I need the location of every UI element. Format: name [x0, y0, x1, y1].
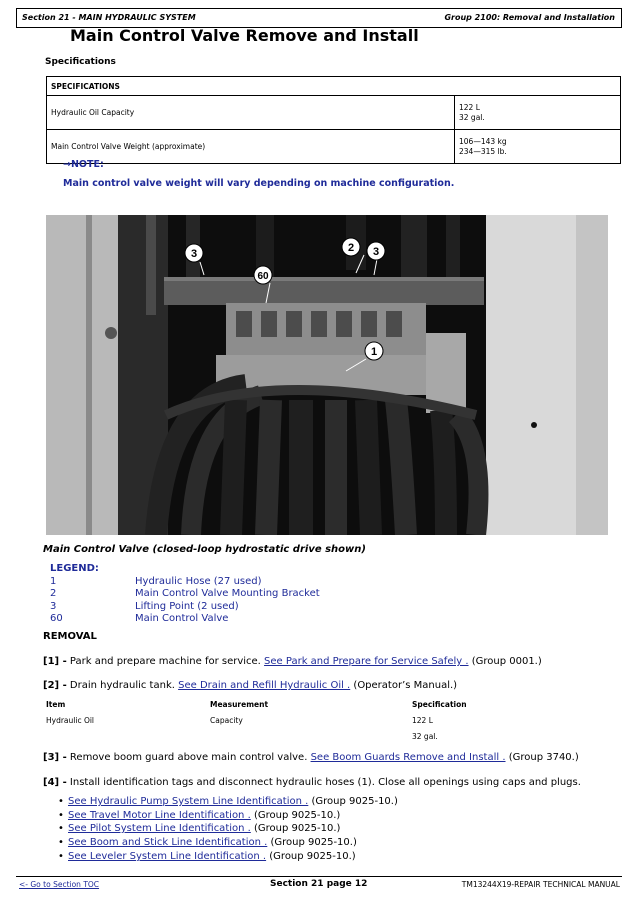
list-item	[58, 823, 340, 834]
step-text: Remove boom guard above main control valve.	[66, 752, 311, 763]
section-title: Section 21 - MAIN HYDRAULIC SYSTEM	[22, 13, 196, 22]
spec-value-cell	[455, 130, 621, 164]
bullet-reference: (Group 9025-10.)	[308, 796, 398, 807]
callout-3-left	[185, 244, 203, 262]
spec-label-cell: Main Control Valve Weight (approximate)	[47, 130, 455, 164]
page-number: Section 21 page 12	[270, 879, 368, 889]
list-item	[58, 851, 356, 862]
page-title: Main Control Valve Remove and Install	[70, 26, 419, 45]
bullet-reference: (Group 9025-10.)	[267, 837, 357, 848]
column-header-item: Item	[46, 700, 66, 709]
legend-number: 1	[50, 576, 57, 587]
bullet-icon: •	[58, 810, 64, 821]
legend-description: Lifting Point (2 used)	[135, 601, 239, 612]
step-text: Install identification tags and disconnect hydraulic hoses (1). Close all openings using caps and plugs.	[66, 777, 581, 788]
spec-value-imperial: 234—315 lb.	[459, 146, 507, 156]
step-1	[43, 656, 542, 667]
legend-description: Hydraulic Hose (27 used)	[135, 576, 262, 587]
table-header: SPECIFICATIONS	[47, 77, 621, 96]
leveler-system-line-id-link[interactable]: See Leveler System Line Identification .	[68, 851, 267, 862]
legend-number: 60	[50, 613, 63, 624]
bullet-icon: •	[58, 837, 64, 848]
group-title: Group 2100: Removal and Installation	[444, 13, 615, 22]
callout-label: 60	[257, 271, 269, 282]
specifications-label: Specifications	[45, 57, 116, 67]
table-row	[47, 96, 621, 130]
step-reference: (Group 0001.)	[468, 656, 542, 667]
step-3	[43, 752, 579, 763]
boom-stick-line-id-link[interactable]: See Boom and Stick Line Identification .	[68, 837, 268, 848]
step-4	[43, 777, 581, 788]
callout-2	[342, 238, 360, 256]
travel-motor-line-id-link[interactable]: See Travel Motor Line Identification .	[68, 810, 251, 821]
manual-name: TM13244X19-REPAIR TECHNICAL MANUAL	[461, 880, 620, 889]
bullet-icon: •	[58, 796, 64, 807]
note-text: Main control valve weight will vary depending on machine configuration.	[63, 178, 455, 189]
bullet-icon: •	[58, 851, 64, 862]
drain-refill-hydraulic-oil-link[interactable]: See Drain and Refill Hydraulic Oil .	[178, 680, 351, 691]
legend-number: 3	[50, 601, 57, 612]
callout-label: 2	[347, 242, 355, 254]
bullet-icon: •	[58, 823, 64, 834]
list-item	[58, 796, 398, 807]
callout-label: 3	[372, 246, 380, 258]
step-text: Park and prepare machine for service.	[66, 656, 265, 667]
step-number: [1] -	[43, 656, 67, 667]
boom-guards-link[interactable]: See Boom Guards Remove and Install .	[310, 752, 506, 763]
list-item	[58, 810, 340, 821]
section-toc-link[interactable]: <- Go to Section TOC	[19, 880, 100, 889]
bullet-reference: (Group 9025-10.)	[266, 851, 356, 862]
callout-60	[254, 266, 272, 284]
spec-value-imperial: 32 gal.	[459, 112, 485, 122]
specification-imperial: 32 gal.	[412, 732, 438, 741]
main-control-valve-photo	[46, 215, 608, 535]
park-and-prepare-link[interactable]: See Park and Prepare for Service Safely .	[264, 656, 469, 667]
step-2	[43, 680, 457, 691]
spec-value-cell	[455, 96, 621, 130]
callout-1	[365, 342, 383, 360]
specifications-table	[46, 76, 621, 164]
callout-label: 1	[370, 346, 378, 358]
legend-heading: LEGEND:	[50, 563, 99, 574]
step-number: [3] -	[43, 752, 67, 763]
pilot-system-line-id-link[interactable]: See Pilot System Line Identification .	[68, 823, 251, 834]
item-cell: Hydraulic Oil	[46, 716, 95, 725]
table-row	[47, 77, 621, 96]
legend-description: Main Control Valve Mounting Bracket	[135, 588, 320, 599]
step-reference: (Operator’s Manual.)	[350, 680, 458, 691]
removal-heading: REMOVAL	[43, 631, 97, 642]
note-heading: →NOTE:	[63, 159, 104, 170]
step-text: Drain hydraulic tank.	[66, 680, 179, 691]
page-header	[16, 8, 622, 28]
step-number: [2] -	[43, 680, 67, 691]
bullet-reference: (Group 9025-10.)	[250, 823, 341, 834]
step-reference: (Group 3740.)	[505, 752, 579, 763]
column-header-specification: Specification	[412, 700, 467, 709]
legend-description: Main Control Valve	[135, 613, 229, 624]
measurement-cell: Capacity	[210, 716, 243, 725]
step-number: [4] -	[43, 777, 67, 788]
specification-metric: 122 L	[412, 716, 433, 725]
list-item	[58, 837, 357, 848]
spec-value-metric: 122 L	[459, 102, 480, 112]
legend-number: 2	[50, 588, 57, 599]
figure-caption: Main Control Valve (closed-loop hydrostatic drive shown)	[43, 544, 366, 555]
spec-label-cell: Hydraulic Oil Capacity	[47, 96, 455, 130]
callout-3-right	[367, 242, 385, 260]
footer-divider	[16, 876, 622, 877]
callout-label: 3	[190, 248, 198, 260]
bullet-reference: (Group 9025-10.)	[250, 810, 341, 821]
column-header-measurement: Measurement	[210, 700, 269, 709]
hydraulic-pump-line-id-link[interactable]: See Hydraulic Pump System Line Identification .	[68, 796, 309, 807]
table-row	[47, 130, 621, 164]
spec-value-metric: 106—143 kg	[459, 136, 507, 146]
